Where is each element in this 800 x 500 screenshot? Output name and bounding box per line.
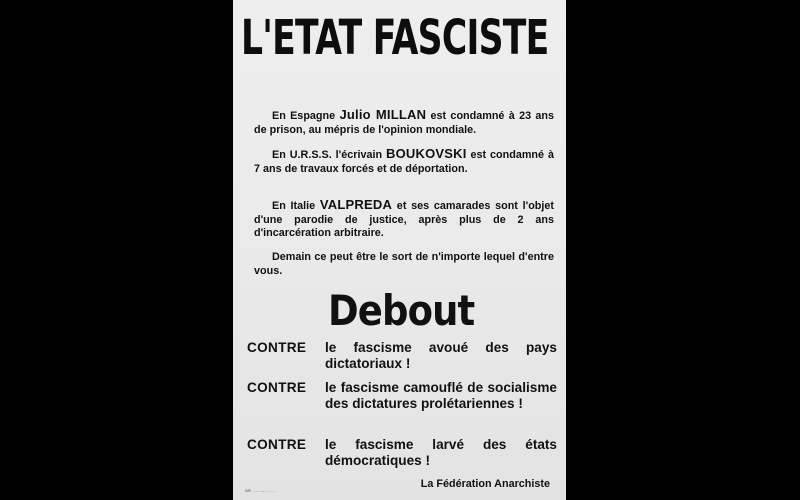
contre-line	[247, 380, 557, 412]
contre-line	[247, 437, 557, 469]
call-to-action-heading: Debout	[328, 286, 475, 335]
contre-line	[247, 340, 557, 372]
paragraph-text: et ses camarades sont l'objet d'une parodie de justice, après plus de 2 ans d'incarcération arbitraire.	[254, 200, 554, 240]
name-highlight: Julio MILLAN	[339, 107, 427, 122]
name-highlight: BOUKOVSKI	[386, 146, 467, 161]
paragraph-ussr	[254, 147, 554, 176]
paragraph-text: est condamné à 23 ans de prison, au mépris de l'opinion mondiale.	[254, 110, 554, 136]
paragraph-text: En Espagne	[272, 110, 340, 122]
paragraph-italy	[254, 198, 554, 241]
paragraph-text: En U.R.S.S. l'écrivain	[272, 149, 387, 161]
contre-text: le fascisme avoué des pays dictatoriaux !	[325, 340, 557, 371]
signature: La Fédération Anarchiste	[420, 478, 550, 490]
paragraph-text: En Italie	[272, 200, 320, 212]
contre-text: le fascisme camouflé de socialisme des dictatures prolétariennes !	[325, 380, 557, 411]
contre-text: le fascisme larvé des états démocratiques !	[325, 437, 557, 468]
poster	[233, 0, 566, 500]
printer-note: IMP. ........ — .........	[245, 489, 275, 493]
poster-title: L'ETAT FASCISTE	[241, 10, 549, 66]
paragraph-text: est condamné à 7 ans de travaux forcés et de déportation.	[254, 149, 554, 175]
paragraph-tomorrow: Demain ce peut être le sort de n'importe lequel d'entre vous.	[254, 251, 554, 277]
contre-label: CONTRE	[247, 380, 307, 395]
name-highlight: VALPREDA	[319, 197, 393, 212]
contre-label: CONTRE	[247, 437, 307, 452]
paragraph-spain	[254, 108, 554, 137]
contre-label: CONTRE	[247, 340, 307, 355]
